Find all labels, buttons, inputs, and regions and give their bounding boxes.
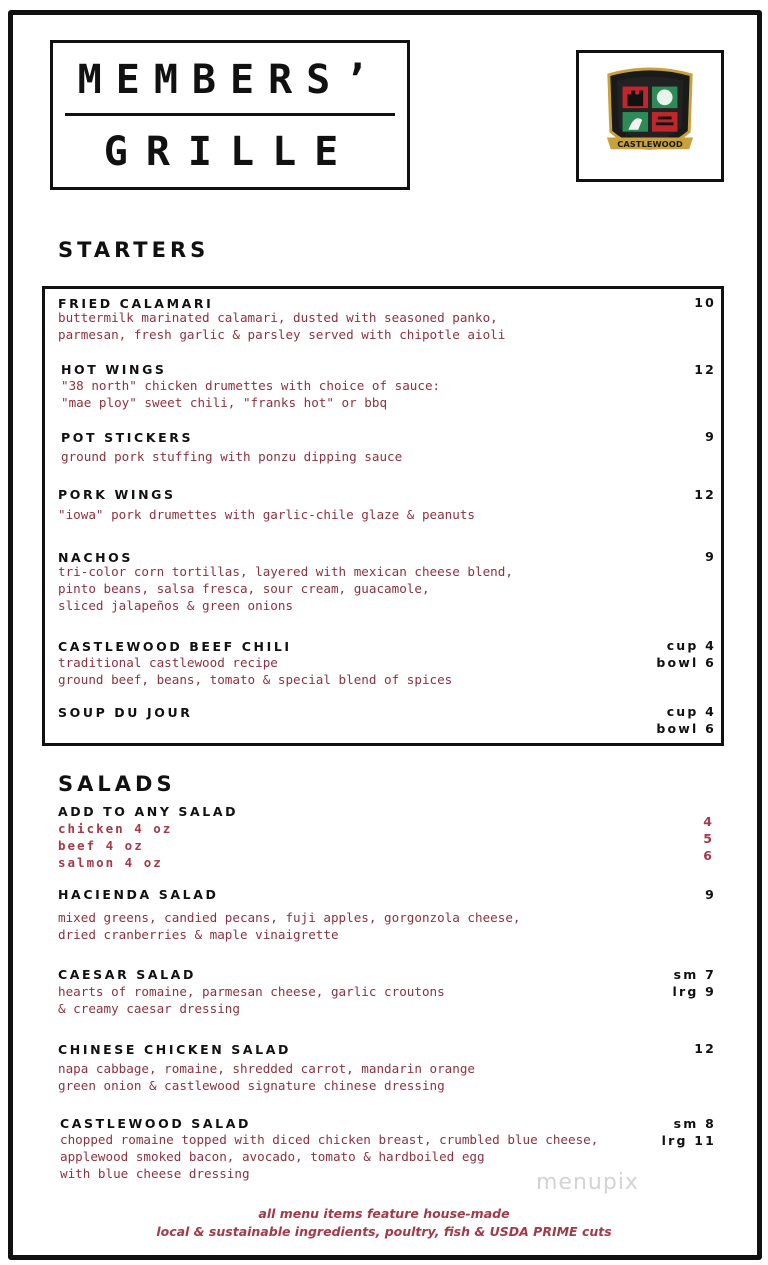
title-box — [50, 40, 410, 190]
item-price: 9 — [705, 549, 716, 564]
item-description: traditional castlewood recipe ground beef, beans, tomato & special blend of spices — [58, 655, 453, 687]
item-description: napa cabbage, romaine, shredded carrot, mandarin orange green onion & castlewood signature chinese dressing — [58, 1061, 476, 1093]
item-description: "38 north" chicken drumettes with choice of sauce: "mae ploy" sweet chili, "franks hot" or bbq — [61, 378, 441, 410]
watermark: menupix — [536, 1170, 639, 1195]
item-price: 12 — [694, 362, 716, 377]
item-name: HOT WINGS — [61, 362, 167, 377]
item-name: CASTLEWOOD BEEF CHILI — [58, 639, 292, 654]
item-description: chopped romaine topped with diced chicken breast, crumbled blue cheese, applewood smoked bacon, avocado, tomato & hardboiled egg with blue cheese dressing — [60, 1132, 599, 1181]
item-name: NACHOS — [58, 550, 133, 565]
item-description: buttermilk marinated calamari, dusted with seasoned panko, parmesan, fresh garlic & parsley served with chipotle aioli — [58, 310, 506, 342]
item-price: 9 — [705, 429, 716, 444]
item-name: HACIENDA SALAD — [58, 887, 219, 902]
item-price: cup 4 bowl 6 — [656, 704, 716, 736]
item-name: FRIED CALAMARI — [58, 296, 214, 311]
addon-prices: 4 5 6 — [703, 814, 712, 863]
addon-heading: ADD TO ANY SALAD — [58, 804, 239, 819]
addon-options: chicken 4 oz beef 4 oz salmon 4 oz — [58, 821, 173, 870]
item-price: 10 — [694, 295, 716, 310]
item-name: CHINESE CHICKEN SALAD — [58, 1042, 291, 1057]
logo-text: CASTLEWOOD — [617, 138, 683, 149]
item-price: sm 7 lrg 9 — [672, 967, 716, 999]
title-divider — [65, 113, 395, 116]
item-name: CAESAR SALAD — [58, 967, 196, 982]
item-description: hearts of romaine, parmesan cheese, garlic croutons & creamy caesar dressing — [58, 984, 445, 1016]
item-description: ground pork stuffing with ponzu dipping sauce — [61, 449, 403, 464]
item-description: "iowa" pork drumettes with garlic-chile glaze & peanuts — [58, 507, 476, 522]
title-line-1: MEMBERS’ — [77, 57, 383, 103]
item-name: CASTLEWOOD SALAD — [60, 1116, 251, 1131]
footer-note: all menu items feature house-made local & sustainable ingredients, poultry, fish & USDA PRIME cuts — [156, 1206, 612, 1239]
item-name: PORK WINGS — [58, 487, 176, 502]
logo-box — [576, 50, 724, 182]
item-name: POT STICKERS — [61, 430, 194, 445]
item-price: sm 8 lrg 11 — [661, 1116, 716, 1148]
item-name: SOUP DU JOUR — [58, 705, 193, 720]
item-description: mixed greens, candied pecans, fuji apples, gorgonzola cheese, dried cranberries & maple vinaigrette — [58, 910, 521, 942]
item-price: 12 — [694, 1041, 716, 1056]
starters-heading: STARTERS — [58, 238, 210, 262]
salads-heading: SALADS — [58, 772, 176, 796]
castlewood-crest-icon — [601, 63, 699, 167]
item-price: 9 — [705, 887, 716, 902]
item-price: cup 4 bowl 6 — [656, 638, 716, 670]
title-line-2: GRILLE — [103, 129, 357, 175]
item-price: 12 — [694, 487, 716, 502]
item-description: tri-color corn tortillas, layered with mexican cheese blend, pinto beans, salsa fresca, sour cream, guacamole, sliced jalapeños & green onions — [58, 564, 513, 613]
